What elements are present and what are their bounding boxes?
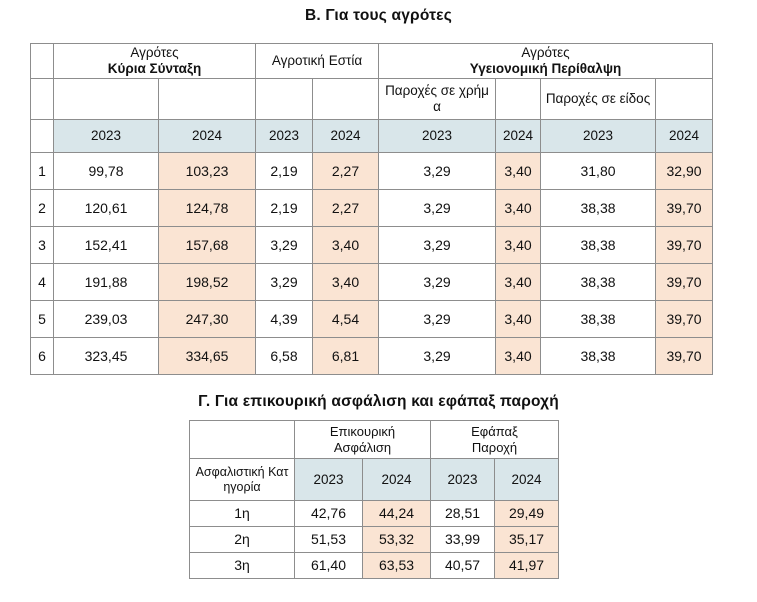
header-year-cash-2023: 2023: [379, 119, 496, 152]
row-category: 2η: [190, 527, 295, 553]
header-group-supplementary-insurance: [295, 421, 431, 459]
cell-supplementary-2024: 63,53: [363, 553, 431, 579]
cell-estia-2023: 2,19: [256, 189, 313, 226]
table-row: [190, 527, 559, 553]
row-number: 1: [31, 152, 54, 189]
supplementary-lumpsum-table: [189, 420, 559, 579]
cell-cash-2024: 3,40: [496, 263, 541, 300]
cell-kind-2024: 39,70: [656, 337, 713, 374]
cell-kind-2023: 38,38: [541, 337, 656, 374]
header-year-supplementary-2024: 2024: [363, 459, 431, 501]
header-insurance-category-label: Ασφαλιστική Κατηγορία: [190, 459, 295, 501]
cell-pension-2023: 239,03: [54, 300, 159, 337]
header-group-healthcare-bottom: Υγειονομική Περίθαλψη: [469, 60, 622, 76]
header-year-lumpsum-2023: 2023: [431, 459, 495, 501]
header-group-main-pension-top: Αγρότες: [130, 45, 179, 60]
table-row: [31, 226, 713, 263]
cell-kind-2024: 32,90: [656, 152, 713, 189]
header-year-spacer-rownum: [31, 119, 54, 152]
header-subgroup-spacer-2: [159, 78, 256, 119]
header-group-lumpsum-bottom: Παροχή: [471, 439, 518, 455]
cell-estia-2023: 2,19: [256, 152, 313, 189]
table-row: [190, 553, 559, 579]
cell-estia-2023: 6,58: [256, 337, 313, 374]
cell-estia-2024: 4,54: [313, 300, 379, 337]
table-row: [190, 501, 559, 527]
table-header-years-row: [31, 119, 713, 152]
section-b-table-container: [30, 43, 713, 375]
cell-cash-2023: 3,29: [379, 226, 496, 263]
cell-kind-2023: 38,38: [541, 226, 656, 263]
cell-cash-2024: 3,40: [496, 152, 541, 189]
header-subgroup-cash-benefits: Παροχές σε χρήμα: [379, 78, 496, 119]
cell-estia-2023: 4,39: [256, 300, 313, 337]
cell-pension-2023: 323,45: [54, 337, 159, 374]
cell-kind-2024: 39,70: [656, 263, 713, 300]
header-subgroup-spacer-1: [54, 78, 159, 119]
header-group-agrotiki-estia: [256, 44, 379, 79]
cell-pension-2023: 99,78: [54, 152, 159, 189]
header-year-estia-2024: 2024: [313, 119, 379, 152]
table-header-groups-row: [31, 44, 713, 79]
cell-estia-2024: 2,27: [313, 189, 379, 226]
cell-kind-2024: 39,70: [656, 226, 713, 263]
farmers-contributions-table: [30, 43, 713, 375]
table-header-subgroups-row: [31, 78, 713, 119]
cell-cash-2024: 3,40: [496, 300, 541, 337]
header-year-kind-2023: 2023: [541, 119, 656, 152]
cell-estia-2024: 3,40: [313, 263, 379, 300]
header-group-lumpsum-benefit: [431, 421, 559, 459]
cell-estia-2024: 3,40: [313, 226, 379, 263]
header-group-healthcare: [379, 44, 713, 79]
cell-lumpsum-2024: 35,17: [495, 527, 559, 553]
cell-pension-2023: 120,61: [54, 189, 159, 226]
table-row: [31, 152, 713, 189]
cell-pension-2024: 103,23: [159, 152, 256, 189]
cell-pension-2023: 191,88: [54, 263, 159, 300]
cell-supplementary-2023: 42,76: [295, 501, 363, 527]
table-row: [31, 263, 713, 300]
cell-cash-2024: 3,40: [496, 189, 541, 226]
table-c-header-groups-row: [190, 421, 559, 459]
header-year-cash-2024: 2024: [496, 119, 541, 152]
cell-kind-2024: 39,70: [656, 189, 713, 226]
row-category: 1η: [190, 501, 295, 527]
header-subgroup-spacer-6: [656, 78, 713, 119]
cell-kind-2023: 38,38: [541, 189, 656, 226]
header-group-healthcare-top: Αγρότες: [521, 45, 570, 60]
header-group-agrotiki-estia-label: Αγροτική Εστία: [271, 52, 363, 68]
cell-estia-2023: 3,29: [256, 263, 313, 300]
table-row: [31, 189, 713, 226]
cell-kind-2023: 31,80: [541, 152, 656, 189]
header-group-main-pension-bottom: Κύρια Σύνταξη: [107, 60, 202, 76]
cell-supplementary-2023: 51,53: [295, 527, 363, 553]
header-year-lumpsum-2024: 2024: [495, 459, 559, 501]
row-number: 5: [31, 300, 54, 337]
cell-cash-2023: 3,29: [379, 300, 496, 337]
cell-lumpsum-2023: 33,99: [431, 527, 495, 553]
cell-pension-2023: 152,41: [54, 226, 159, 263]
row-category: 3η: [190, 553, 295, 579]
header-subgroup-spacer-3: [256, 78, 313, 119]
cell-cash-2023: 3,29: [379, 337, 496, 374]
header-year-pension-2023: 2023: [54, 119, 159, 152]
header-corner-cell: [31, 44, 54, 79]
header-group-lumpsum-top: Εφάπαξ: [471, 424, 518, 440]
cell-kind-2023: 38,38: [541, 300, 656, 337]
cell-cash-2023: 3,29: [379, 263, 496, 300]
cell-lumpsum-2023: 28,51: [431, 501, 495, 527]
cell-pension-2024: 334,65: [159, 337, 256, 374]
cell-supplementary-2023: 61,40: [295, 553, 363, 579]
cell-kind-2024: 39,70: [656, 300, 713, 337]
cell-cash-2023: 3,29: [379, 189, 496, 226]
header-corner-cell: [190, 421, 295, 459]
header-subgroup-spacer-5: [496, 78, 541, 119]
header-year-kind-2024: 2024: [656, 119, 713, 152]
cell-lumpsum-2023: 40,57: [431, 553, 495, 579]
header-subgroup-spacer-4: [313, 78, 379, 119]
table-row: [31, 337, 713, 374]
header-group-main-pension: [54, 44, 256, 79]
cell-pension-2024: 247,30: [159, 300, 256, 337]
cell-cash-2024: 3,40: [496, 337, 541, 374]
section-b-title: Β. Για τους αγρότες: [304, 7, 453, 24]
section-c-title: Γ. Για επικουρική ασφάλιση και εφάπαξ παροχή: [198, 393, 559, 410]
cell-estia-2024: 2,27: [313, 152, 379, 189]
cell-estia-2023: 3,29: [256, 226, 313, 263]
cell-pension-2024: 198,52: [159, 263, 256, 300]
header-group-supplementary-top: Επικουρική: [329, 424, 396, 440]
header-year-pension-2024: 2024: [159, 119, 256, 152]
header-subgroup-in-kind-benefits: Παροχές σε είδος: [541, 78, 656, 119]
cell-lumpsum-2024: 29,49: [495, 501, 559, 527]
cell-pension-2024: 124,78: [159, 189, 256, 226]
cell-supplementary-2024: 53,32: [363, 527, 431, 553]
header-year-supplementary-2023: 2023: [295, 459, 363, 501]
section-c-table-container: [189, 420, 559, 579]
row-number: 6: [31, 337, 54, 374]
row-number: 2: [31, 189, 54, 226]
cell-cash-2024: 3,40: [496, 226, 541, 263]
header-group-supplementary-bottom: Ασφάλιση: [333, 439, 392, 455]
table-c-header-years-row: [190, 459, 559, 501]
cell-lumpsum-2024: 41,97: [495, 553, 559, 579]
row-number: 3: [31, 226, 54, 263]
row-number: 4: [31, 263, 54, 300]
cell-estia-2024: 6,81: [313, 337, 379, 374]
table-row: [31, 300, 713, 337]
cell-kind-2023: 38,38: [541, 263, 656, 300]
header-subgroup-spacer-rownum: [31, 78, 54, 119]
cell-pension-2024: 157,68: [159, 226, 256, 263]
header-year-estia-2023: 2023: [256, 119, 313, 152]
cell-cash-2023: 3,29: [379, 152, 496, 189]
cell-supplementary-2024: 44,24: [363, 501, 431, 527]
